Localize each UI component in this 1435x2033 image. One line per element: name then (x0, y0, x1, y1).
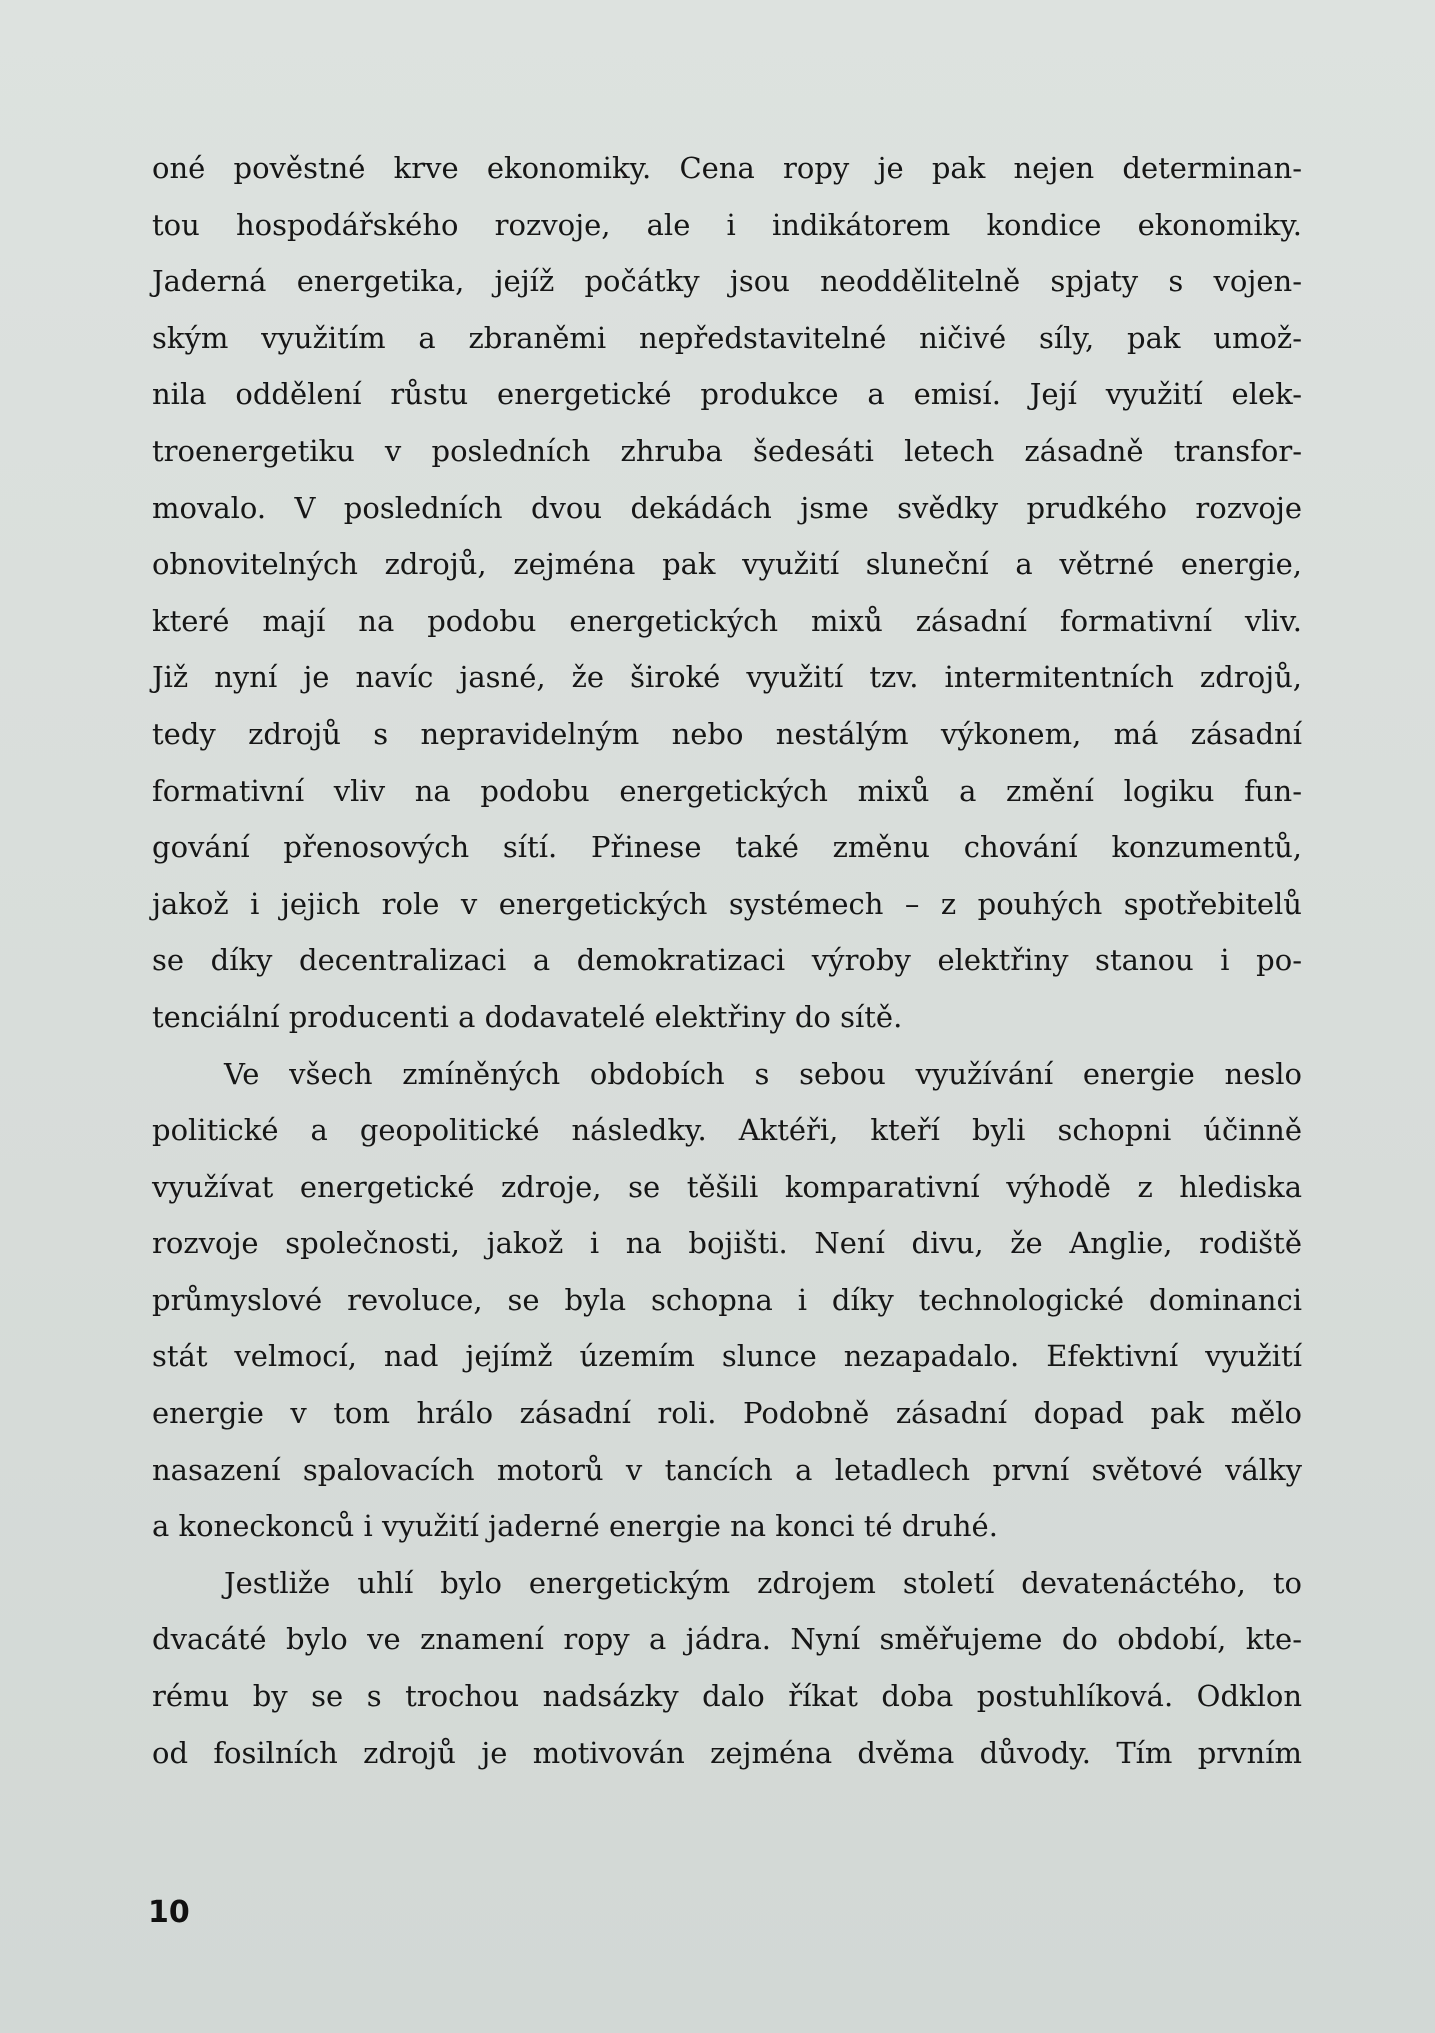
text-line: jakož i jejich role v energetických systémech – z pouhých spotřebitelů (152, 886, 1302, 921)
text-line: tedy zdrojů s nepravidelným nebo nestálým výkonem, má zásadní (152, 716, 1302, 751)
text-line: se díky decentralizaci a demokratizaci výroby elektřiny stanou i po- (152, 943, 1302, 978)
text-line: Ve všech zmíněných obdobích s sebou využívání energie neslo (224, 1056, 1302, 1091)
text-line: oné pověstné krve ekonomiky. Cena ropy je pak nejen determinan- (152, 151, 1302, 185)
text-line: od fosilních zdrojů je motivován zejména dvěma důvody. Tím prvním (152, 1735, 1302, 1770)
text-line: a koneckonců i využití jaderné energie na konci té druhé. (152, 1509, 998, 1544)
text-line: ským využitím a zbraněmi nepředstavitelné ničivé síly, pak umož- (152, 320, 1302, 355)
text-line: které mají na podobu energetických mixů zásadní formativní vliv. (152, 603, 1302, 638)
text-line: gování přenosových sítí. Přinese také změnu chování konzumentů, (152, 830, 1302, 865)
text-line: Jaderná energetika, jejíž počátky jsou neoddělitelně spjaty s vojen- (152, 264, 1302, 299)
text-line: formativní vliv na podobu energetických mixů a změní logiku fun- (152, 773, 1302, 808)
text-line: nila oddělení růstu energetické produkce a emisí. Její využití elek- (152, 377, 1302, 412)
text-line: rému by se s trochou nadsázky dalo říkat doba postuhlíková. Odklon (152, 1679, 1302, 1714)
text-line: energie v tom hrálo zásadní roli. Podobně zásadní dopad pak mělo (152, 1396, 1302, 1431)
text-line: tenciální producenti a dodavatelé elektřiny do sítě. (152, 999, 903, 1034)
text-line: průmyslové revoluce, se byla schopna i díky technologické dominanci (152, 1282, 1302, 1317)
text-line: dvacáté bylo ve znamení ropy a jádra. Nyní směřujeme do období, kte- (152, 1622, 1302, 1657)
text-line: nasazení spalovacích motorů v tancích a letadlech první světové války (152, 1452, 1302, 1487)
text-line: rozvoje společnosti, jakož i na bojišti. Není divu, že Anglie, rodiště (152, 1226, 1302, 1261)
text-line: stát velmocí, nad jejímž územím slunce nezapadalo. Efektivní využití (152, 1339, 1302, 1374)
text-line: politické a geopolitické následky. Aktéři, kteří byli schopni účinně (152, 1113, 1302, 1148)
text-line: využívat energetické zdroje, se těšili komparativní výhodě z hlediska (152, 1169, 1302, 1204)
page-number: 10 (148, 1895, 190, 1930)
text-line: movalo. V posledních dvou dekádách jsme svědky prudkého rozvoje (152, 490, 1302, 525)
text-line: Jestliže uhlí bylo energetickým zdrojem století devatenáctého, to (224, 1565, 1302, 1600)
text-line: tou hospodářského rozvoje, ale i indikátorem kondice ekonomiky. (152, 207, 1302, 242)
text-line: Již nyní je navíc jasné, že široké využití tzv. intermitentních zdrojů, (152, 660, 1302, 695)
text-line: troenergetiku v posledních zhruba šedesáti letech zásadně transfor- (152, 433, 1302, 468)
text-line: obnovitelných zdrojů, zejména pak využití sluneční a větrné energie, (152, 547, 1302, 582)
body-text (152, 140, 1302, 1781)
